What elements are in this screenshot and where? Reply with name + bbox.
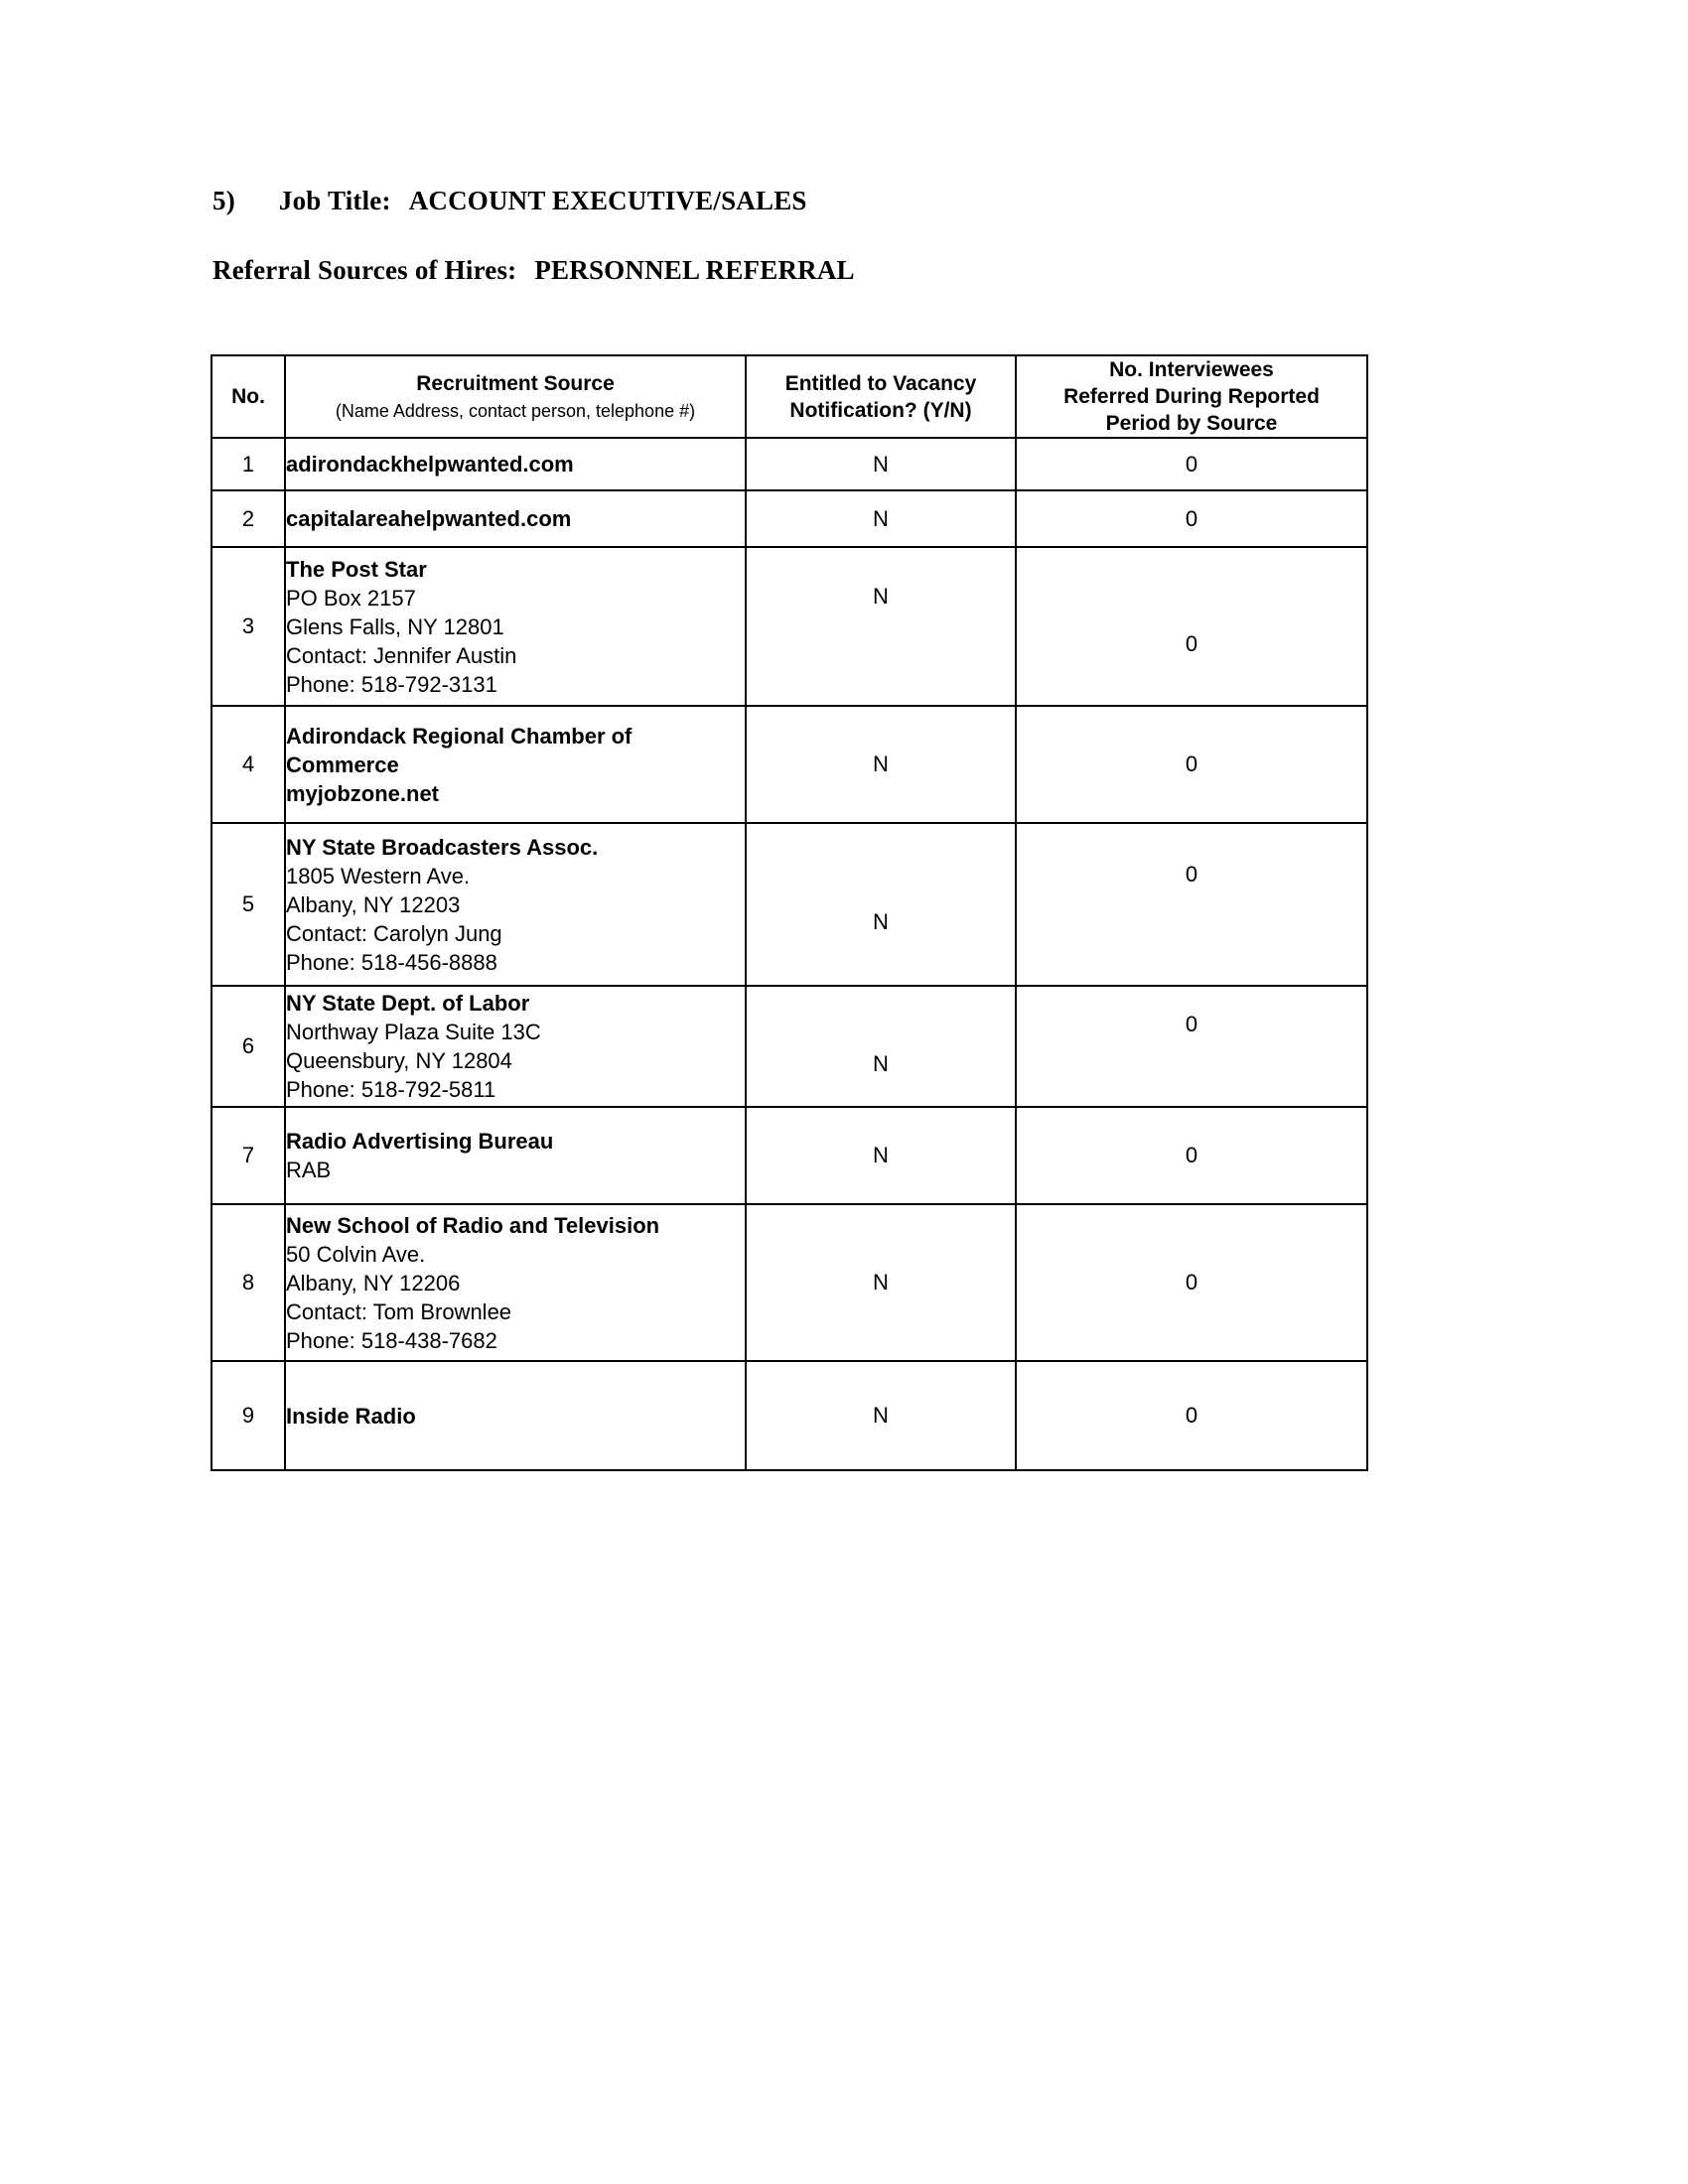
source-name: Adirondack Regional Chamber of Commerce	[286, 723, 633, 777]
item-number: 5)	[212, 186, 235, 215]
job-title-value: ACCOUNT EXECUTIVE/SALES	[408, 186, 807, 215]
row-source	[285, 706, 746, 823]
source-name-extra: myjobzone.net	[286, 780, 440, 806]
row-source	[285, 490, 746, 547]
interviewees-line-3: Period by Source	[1105, 412, 1278, 435]
row-entitled: N	[746, 1204, 1016, 1361]
source-name: Inside Radio	[286, 1403, 416, 1429]
table-row	[211, 706, 1367, 823]
column-header-interviewees	[1016, 355, 1367, 438]
source-line: Phone: 518-792-5811	[286, 1077, 496, 1102]
source-line: Glens Falls, NY 12801	[286, 614, 504, 639]
source-line: Queensbury, NY 12804	[286, 1048, 512, 1073]
source-name: NY State Broadcasters Assoc.	[286, 834, 599, 860]
source-line: 1805 Western Ave.	[286, 863, 471, 888]
row-source	[285, 547, 746, 706]
source-line: 50 Colvin Ave.	[286, 1241, 426, 1267]
row-interviewees	[1016, 823, 1367, 986]
source-line: PO Box 2157	[286, 585, 416, 611]
row-number: 5	[211, 823, 285, 986]
row-entitled: N	[746, 1361, 1016, 1470]
entitled-line-1: Entitled to Vacancy	[784, 371, 977, 395]
document-heading	[212, 184, 1404, 287]
entitled-line-2: Notification? (Y/N)	[789, 398, 972, 422]
row-entitled: N	[746, 1107, 1016, 1204]
row-source	[285, 1204, 746, 1361]
row-interviewees: 0	[1016, 490, 1367, 547]
entitled-value: N	[873, 909, 889, 934]
row-number: 2	[211, 490, 285, 547]
table-header-row	[211, 355, 1367, 438]
source-line: Albany, NY 12206	[286, 1270, 461, 1296]
row-number: 9	[211, 1361, 285, 1470]
row-interviewees: 0	[1016, 1204, 1367, 1361]
interviewees-value: 0	[1185, 1012, 1198, 1036]
interviewees-line-1: No. Interviewees	[1109, 358, 1274, 381]
row-entitled: N	[746, 490, 1016, 547]
job-title-label: Job Title:	[278, 186, 391, 215]
row-source	[285, 823, 746, 986]
source-line: RAB	[286, 1158, 332, 1182]
row-source	[285, 1107, 746, 1204]
table-row	[211, 823, 1367, 986]
source-line: Contact: Carolyn Jung	[286, 920, 502, 946]
table-row	[211, 1361, 1367, 1470]
source-line: Phone: 518-438-7682	[286, 1327, 497, 1353]
table-row	[211, 547, 1367, 706]
column-header-entitled	[746, 355, 1016, 438]
row-entitled	[746, 986, 1016, 1107]
source-name: Radio Advertising Bureau	[286, 1129, 554, 1154]
row-entitled: N	[746, 706, 1016, 823]
job-title-line	[212, 184, 1404, 217]
column-header-source-sub: (Name Address, contact person, telephone #)	[335, 401, 696, 421]
row-number: 6	[211, 986, 285, 1107]
source-name: New School of Radio and Television	[286, 1212, 660, 1238]
row-interviewees: 0	[1016, 706, 1367, 823]
referral-sources-line	[212, 253, 1404, 287]
column-header-no: No.	[211, 355, 285, 438]
table-row	[211, 1107, 1367, 1204]
row-interviewees: 0	[1016, 438, 1367, 490]
source-name: adirondackhelpwanted.com	[286, 452, 574, 477]
source-name: NY State Dept. of Labor	[286, 991, 530, 1016]
source-line: Phone: 518-456-8888	[286, 949, 497, 975]
column-header-source-main: Recruitment Source	[416, 372, 615, 395]
source-line: Contact: Tom Brownlee	[286, 1298, 512, 1324]
source-line: Albany, NY 12203	[286, 891, 461, 917]
row-interviewees	[1016, 547, 1367, 706]
referral-value: PERSONNEL REFERRAL	[534, 255, 855, 285]
row-number: 7	[211, 1107, 285, 1204]
source-line: Northway Plaza Suite 13C	[286, 1020, 541, 1044]
row-entitled	[746, 547, 1016, 706]
source-name: capitalareahelpwanted.com	[286, 506, 572, 531]
table-row	[211, 438, 1367, 490]
table-row	[211, 1204, 1367, 1361]
referral-label: Referral Sources of Hires:	[212, 255, 517, 285]
interviewees-line-2: Referred During Reported	[1063, 385, 1320, 408]
row-interviewees	[1016, 986, 1367, 1107]
interviewees-value: 0	[1185, 862, 1198, 887]
row-number: 3	[211, 547, 285, 706]
source-name: The Post Star	[286, 556, 427, 582]
row-number: 8	[211, 1204, 285, 1361]
entitled-value: N	[873, 1051, 889, 1076]
row-source	[285, 1361, 746, 1470]
row-interviewees: 0	[1016, 1361, 1367, 1470]
recruitment-source-table	[211, 354, 1368, 1471]
table-row	[211, 490, 1367, 547]
table-row	[211, 986, 1367, 1107]
entitled-value: N	[873, 584, 889, 609]
column-header-recruitment-source	[285, 355, 746, 438]
interviewees-value: 0	[1185, 631, 1198, 656]
row-number: 1	[211, 438, 285, 490]
row-interviewees: 0	[1016, 1107, 1367, 1204]
row-entitled	[746, 823, 1016, 986]
row-source	[285, 438, 746, 490]
row-source	[285, 986, 746, 1107]
source-line: Phone: 518-792-3131	[286, 671, 497, 697]
source-line: Contact: Jennifer Austin	[286, 642, 517, 668]
row-number: 4	[211, 706, 285, 823]
row-entitled: N	[746, 438, 1016, 490]
